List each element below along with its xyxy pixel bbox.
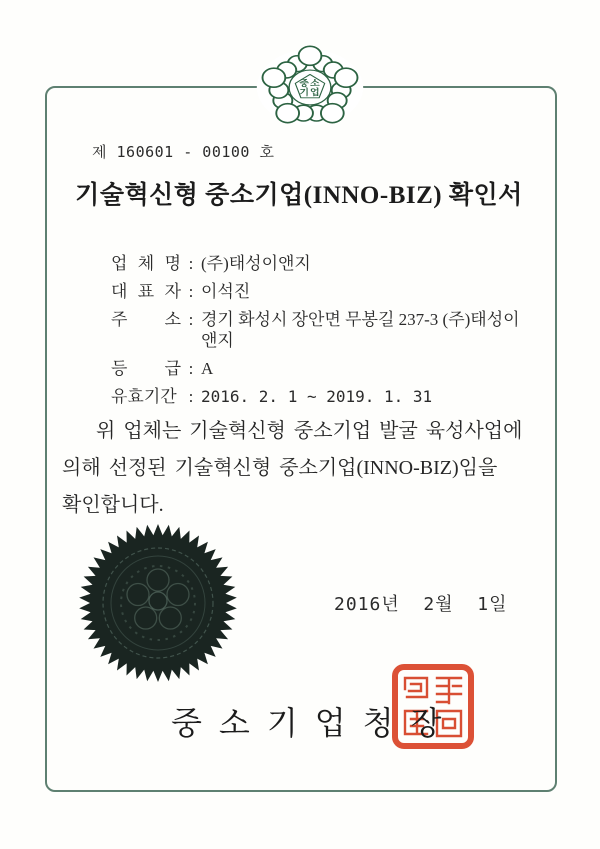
field-colon: :: [188, 387, 194, 406]
emblem-text-line1: 중소: [299, 78, 321, 88]
body-line: 확인합니다.: [62, 494, 164, 516]
issuer-title: 중소기업청장: [171, 705, 459, 741]
field-value: 이석진: [201, 282, 251, 301]
issue-date: 2016년 2월 1일: [334, 594, 508, 615]
fields-block: [111, 253, 541, 414]
field-colon: :: [188, 254, 194, 273]
field-label: 대 표 자: [111, 282, 181, 301]
doc-number: 제 160601 - 00100 호: [92, 143, 275, 161]
field-row-address: [111, 309, 541, 351]
field-label: 유효기간: [111, 387, 177, 406]
field-row-ceo: [111, 281, 541, 302]
field-value: A: [201, 359, 214, 378]
body-paragraph: [62, 413, 546, 524]
field-row-company: [111, 253, 541, 274]
field-colon: :: [188, 282, 194, 301]
field-value: (주)태성이앤지: [201, 254, 311, 273]
field-label: 업 체 명: [111, 254, 181, 273]
field-value: 경기 화성시 장안면 무봉길 237-3 (주)태성이앤지: [201, 310, 520, 350]
field-value: 2016. 2. 1 ~ 2019. 1. 31: [201, 387, 433, 406]
field-colon: :: [188, 310, 194, 329]
emblem-text-line2: 기업: [299, 87, 321, 97]
body-line: 위 업체는 기술혁신형 중소기업 발굴 육성사업에: [96, 420, 523, 442]
embossed-foil-seal-icon: [78, 523, 238, 683]
field-row-validity: [111, 386, 541, 407]
field-label: 주 소: [111, 310, 181, 329]
body-line: 의해 선정된 기술혁신형 중소기업(INNO-BIZ)임을: [62, 457, 498, 479]
smba-emblem-icon: [253, 40, 367, 135]
field-colon: :: [188, 359, 194, 378]
field-label: 등 급: [111, 359, 181, 378]
field-row-grade: [111, 358, 541, 379]
certificate-title: 기술혁신형 중소기업(INNO-BIZ) 확인서: [75, 182, 523, 209]
